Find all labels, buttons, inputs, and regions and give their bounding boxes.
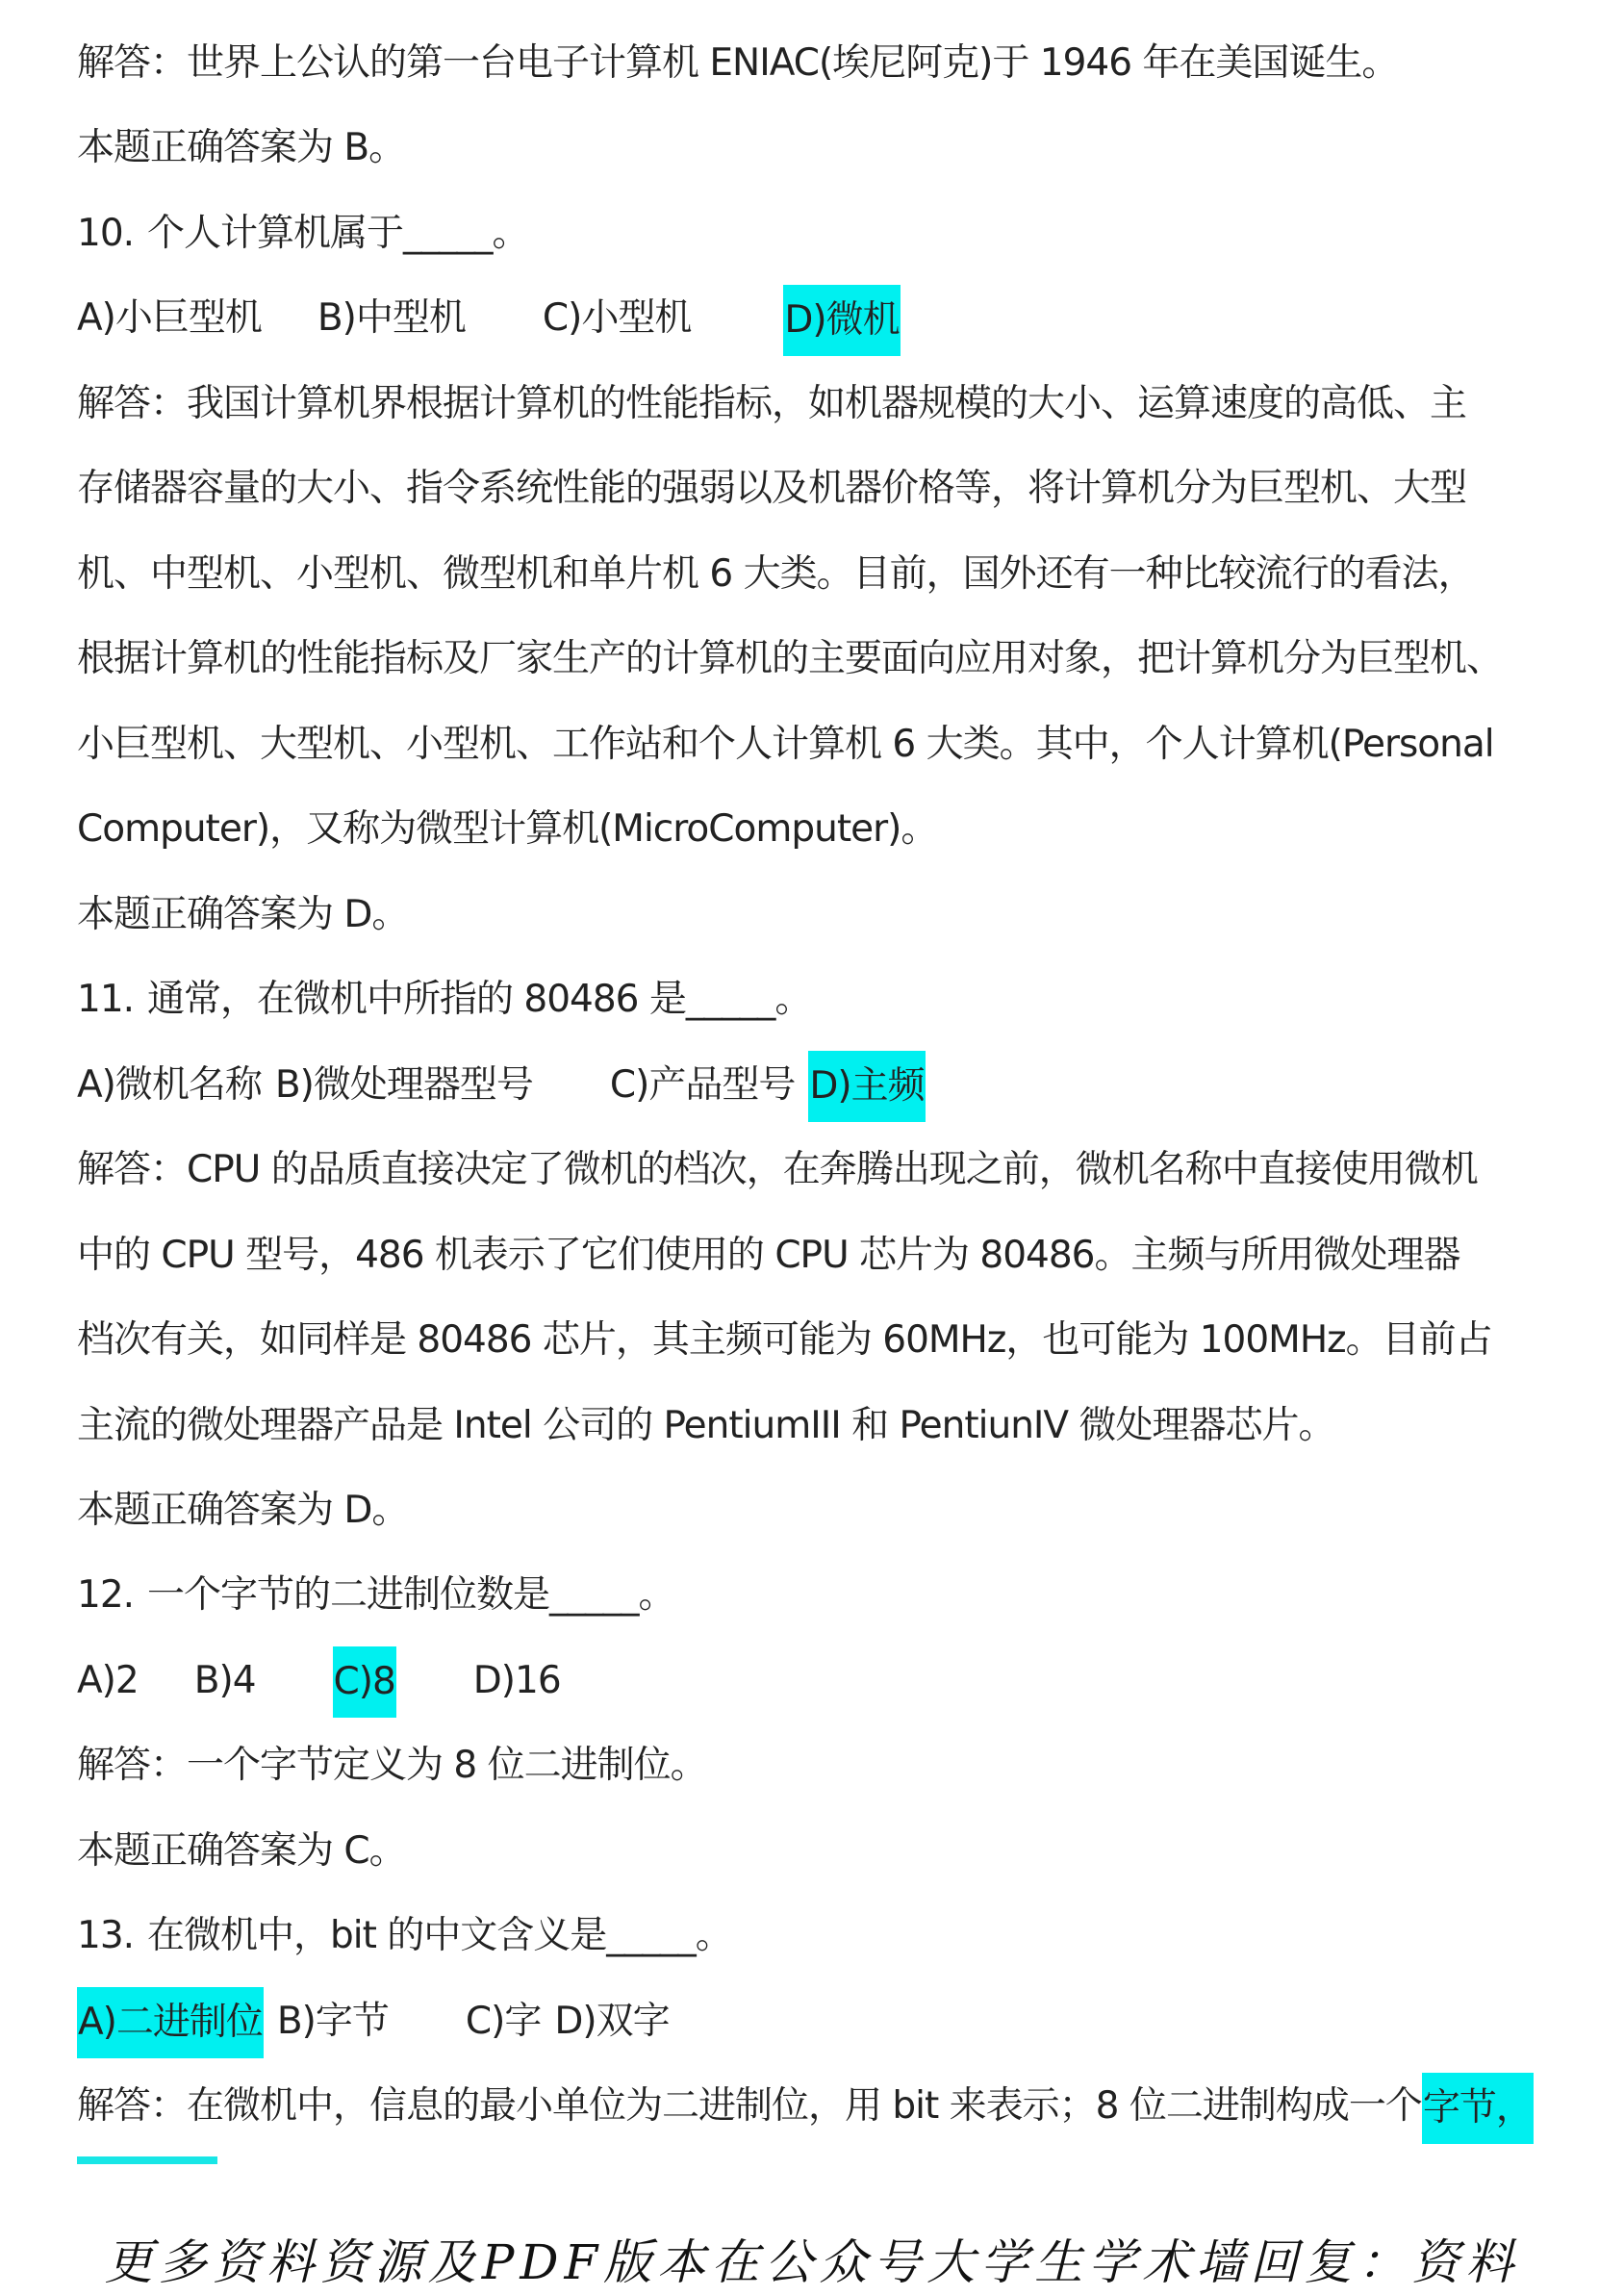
q12-options — [77, 1639, 1549, 1723]
q11-number: 11. — [77, 978, 135, 1022]
q11-stem-text: 通常，在微机中所指的 80486 是_____。 — [147, 978, 812, 1022]
q11-option-a: A)微机名称 — [77, 1062, 262, 1107]
q12-explanation-line: 解答：一个字节定义为 8 位二进制位。 — [77, 1744, 707, 1788]
q11-option-d-highlighted: D)主频 — [808, 1051, 925, 1122]
q12-option-a: A)2 — [77, 1658, 139, 1702]
q11-option-b: B)微处理器型号 — [274, 1062, 533, 1107]
q13-stem-text: 在微机中，bit 的中文含义是_____。 — [147, 1914, 732, 1958]
q13-options — [77, 1979, 1549, 2064]
q9-explanation: 解答：世界上公认的第一台电子计算机 ENIAC(埃尼阿克)于 1946 年在美国诞生。 — [77, 41, 1399, 85]
q13-option-c: C)字 — [465, 1999, 542, 2043]
q13-option-b: B)字节 — [276, 1999, 389, 2043]
q13-explanation-line — [77, 2064, 1549, 2149]
q10-answer: 本题正确答案为 D。 — [77, 892, 409, 936]
q11-explanation-line: 主流的微处理器产品是 Intel 公司的 PentiumIII 和 PentiunIV 微处理器芯片。 — [77, 1403, 1335, 1447]
q9-answer: 本题正确答案为 B。 — [77, 126, 406, 170]
q10-explanation-line: 存储器容量的大小、指令系统性能的强弱以及机器价格等，将计算机分为巨型机、大型 — [77, 467, 1467, 511]
q12-stem — [77, 1553, 1549, 1638]
q12-option-d: D)16 — [472, 1658, 561, 1702]
q10-stem — [77, 191, 1549, 276]
q13-number: 13. — [77, 1914, 135, 1958]
q10-explanation-line: Computer)，又称为微型计算机(MicroComputer)。 — [77, 807, 938, 852]
q12-number: 12. — [77, 1573, 135, 1618]
q10-explanation-line: 解答：我国计算机界根据计算机的性能指标，如机器规模的大小、运算速度的高低、主 — [77, 381, 1467, 425]
q13-explanation-text: 解答：在微机中，信息的最小单位为二进制位，用 bit 来表示；8 位二进制构成一个 — [77, 2084, 1422, 2129]
q12-answer: 本题正确答案为 C。 — [77, 1828, 406, 1873]
q10-option-c: C)小型机 — [542, 296, 692, 341]
q12-option-c-highlighted: C)8 — [333, 1646, 396, 1718]
q11-explanation-line: 档次有关，如同样是 80486 芯片，其主频可能为 60MHz，也可能为 100MHz。目前占 — [77, 1318, 1492, 1363]
q13-option-a-highlighted: A)二进制位 — [77, 1987, 264, 2058]
q10-explanation-line: 机、中型机、小型机、微型机和单片机 6 大类。目前，国外还有一种比较流行的看法， — [77, 551, 1475, 596]
q11-explanation-line: 中的 CPU 型号，486 机表示了它们使用的 CPU 芯片为 80486。主频与所用微处理器 — [77, 1233, 1460, 1277]
q10-option-d-highlighted: D)微机 — [783, 285, 900, 356]
footer-promo-text: 更多资料资源及PDF版本在公众号大学生学术墙回复：资料 — [104, 2234, 1520, 2290]
document-page — [77, 21, 1549, 2150]
highlight-continuation-bar — [77, 2156, 217, 2164]
q12-stem-text: 一个字节的二进制位数是_____。 — [147, 1573, 675, 1618]
q12-option-b: B)4 — [193, 1658, 256, 1702]
q13-explanation-highlight: 字节， — [1422, 2073, 1534, 2144]
q10-explanation-line: 小巨型机、大型机、小型机、工作站和个人计算机 6 大类。其中，个人计算机(Personal — [77, 722, 1494, 766]
q11-explanation-line: 解答：CPU 的品质直接决定了微机的档次，在奔腾出现之前，微机名称中直接使用微机 — [77, 1148, 1478, 1192]
q10-number: 10. — [77, 211, 135, 255]
q10-options — [77, 276, 1549, 361]
q13-stem — [77, 1894, 1549, 1978]
q11-answer: 本题正确答案为 D。 — [77, 1488, 409, 1532]
q13-option-d: D)双字 — [554, 1999, 670, 2043]
q11-stem — [77, 957, 1549, 1042]
q10-option-a: A)小巨型机 — [77, 296, 262, 341]
q10-stem-text: 个人计算机属于_____。 — [147, 211, 529, 255]
q11-option-c: C)产品型号 — [609, 1062, 796, 1107]
q10-explanation-line: 根据计算机的性能指标及厂家生产的计算机的主要面向应用对象，把计算机分为巨型机、 — [77, 637, 1504, 681]
q11-options — [77, 1043, 1549, 1128]
q10-option-b: B)中型机 — [317, 296, 466, 341]
